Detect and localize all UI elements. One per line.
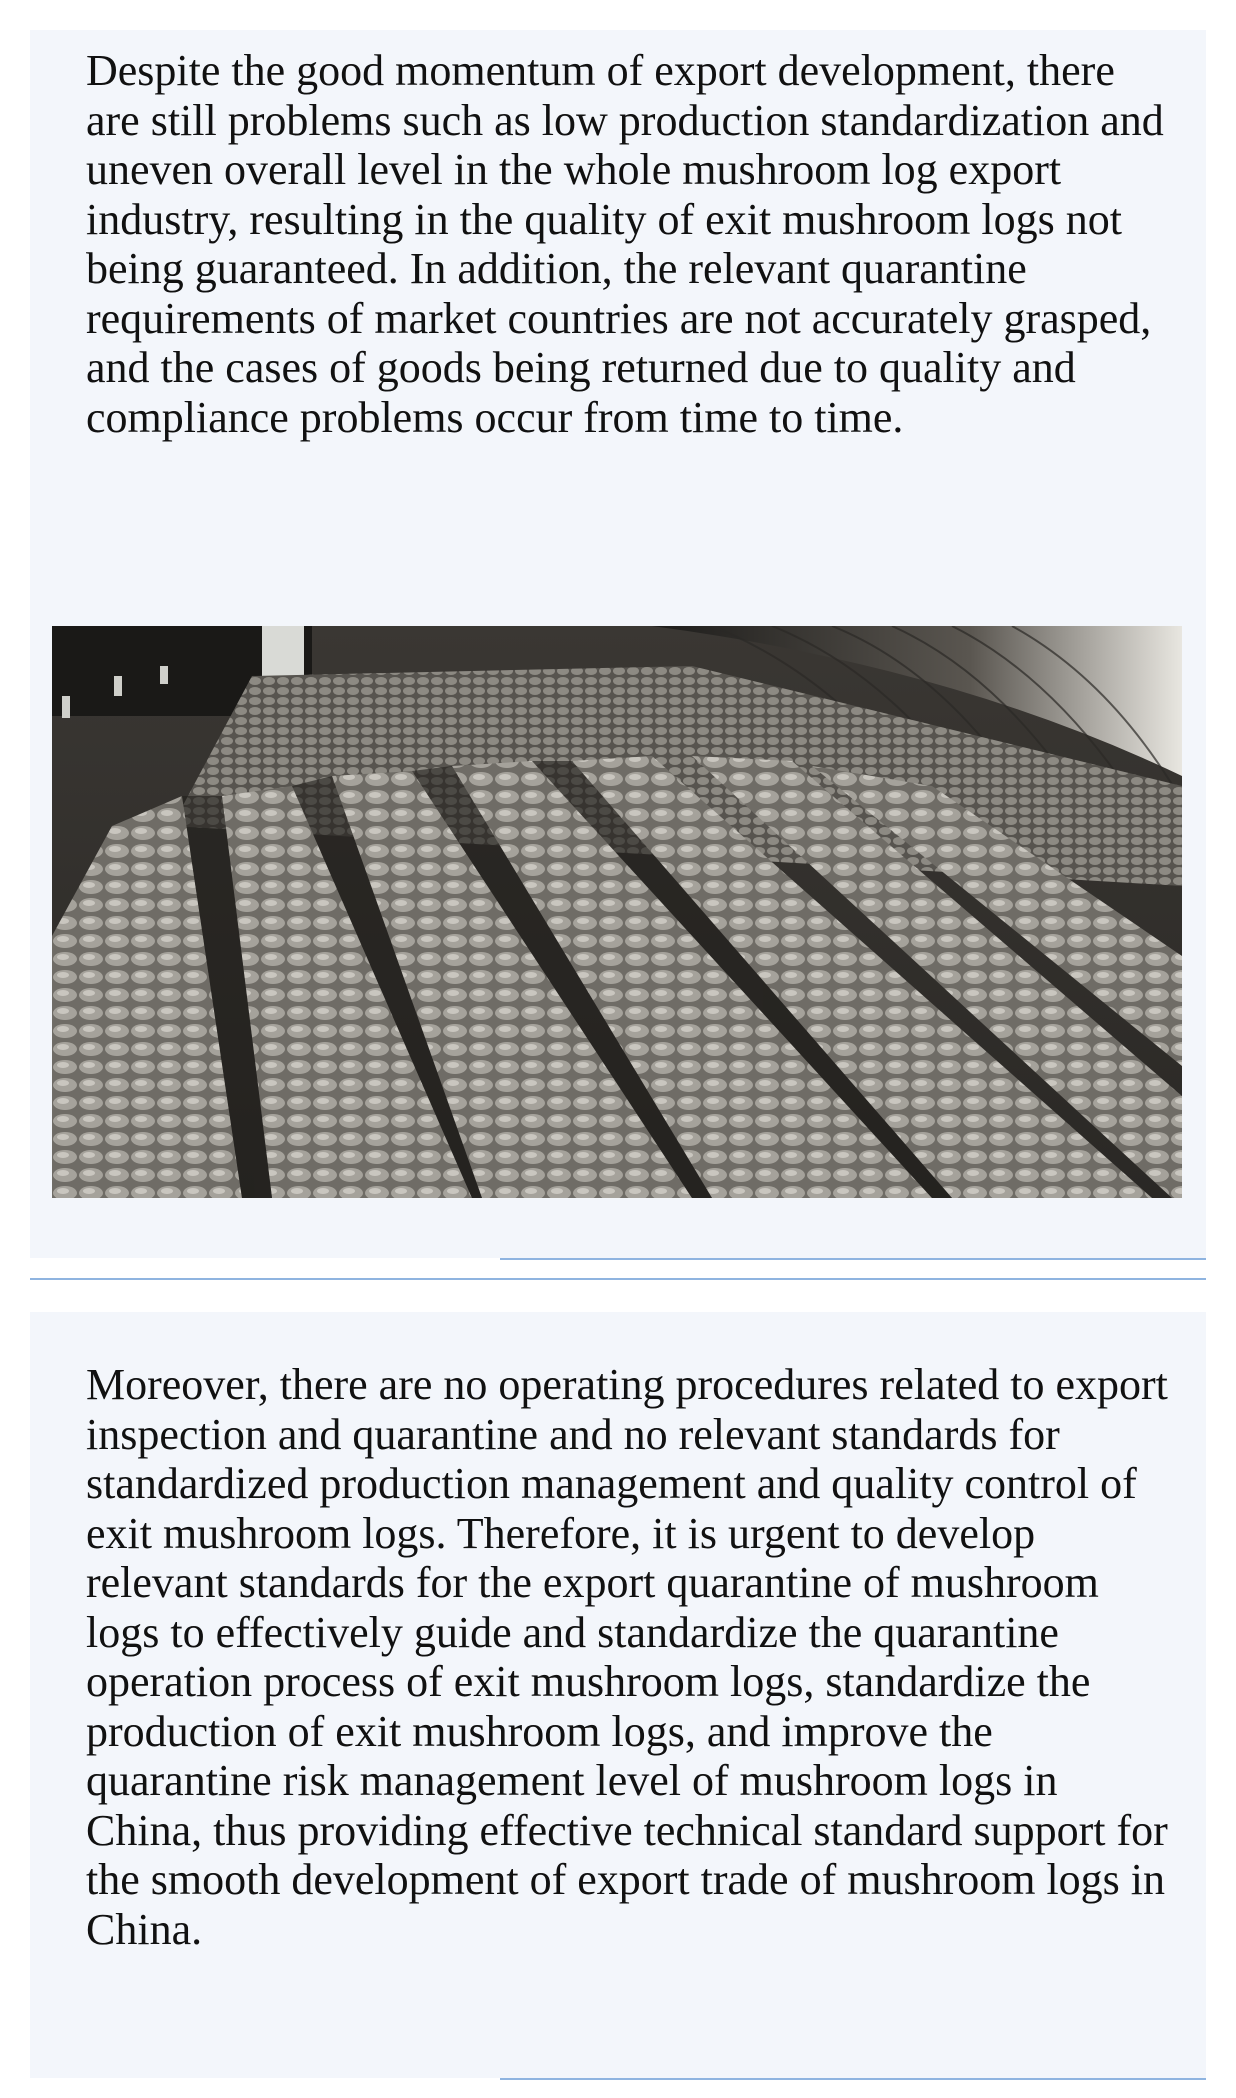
mushroom-logs-greenhouse-photo bbox=[52, 626, 1182, 1198]
content-card-1 bbox=[30, 30, 1206, 1258]
paragraph-standards-need: Moreover, there are no operating procedures related to export inspection and quarantine and no relevant standards for standardized production management and quality control of exit mushroom logs. Therefore, it is urgent to develop relevant standards for the export quarantine of mushroom logs to effectively guide and standardize the quarantine operation process of exit mushroom logs, standardize the production of exit mushroom logs, and improve the quarantine risk management level of mushroom logs in China, thus providing effective technical standard support for the smooth development of export trade of mushroom logs in China. bbox=[86, 1360, 1168, 1954]
content-card-2 bbox=[30, 1312, 1206, 2078]
section-divider bbox=[30, 1278, 1206, 1280]
accent-rule bbox=[500, 2078, 1206, 2080]
paragraph-export-problems: Despite the good momentum of export development, there are still problems such as low production standardization and uneven overall level in the whole mushroom log export industry, resulting in the quality of exit mushroom logs not being guaranteed. In addition, the relevant quarantine requirements of market countries are not accurately grasped, and the cases of goods being returned due to quality and compliance problems occur from time to time. bbox=[86, 46, 1164, 442]
accent-rule bbox=[500, 1258, 1206, 1260]
